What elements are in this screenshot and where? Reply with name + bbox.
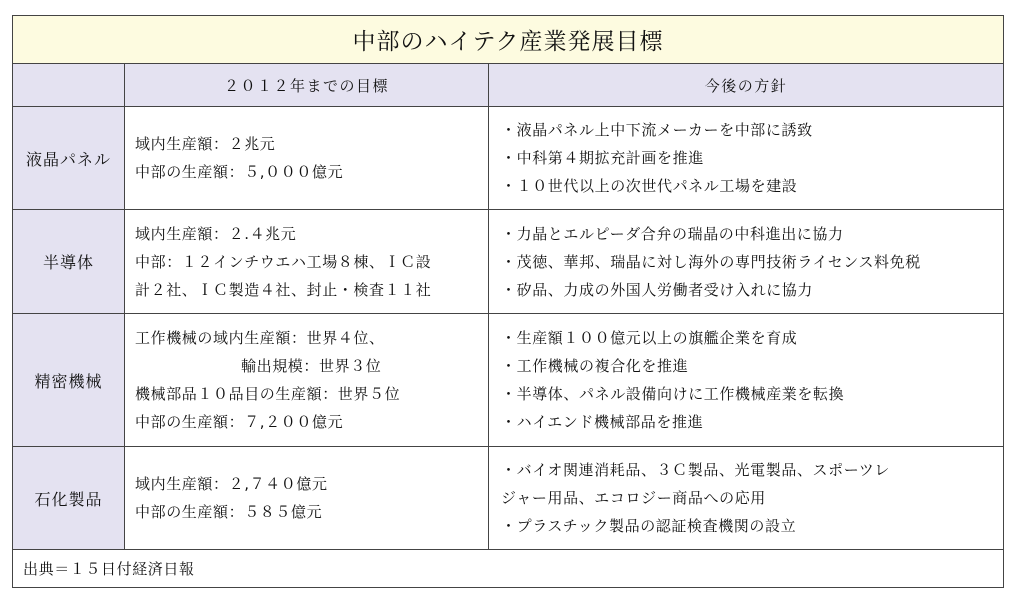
goal-line: 域内生産額：２,７４０億元	[135, 475, 328, 493]
policy-cell	[489, 107, 1004, 210]
policy-cell	[489, 314, 1004, 447]
table-title: 中部のハイテク産業発展目標	[13, 16, 1004, 64]
goal-line: 機械部品１０品目の生産額：世界５位	[135, 385, 401, 403]
goal-line: 域内生産額：２.４兆元	[135, 224, 297, 243]
policy-line: ・中科第４期拡充計画を推進	[501, 149, 704, 167]
policy-line: ・液晶パネル上中下流メーカーを中部に誘致	[501, 121, 813, 139]
goal-line: 中部の生産額：７,２００億元	[135, 413, 344, 431]
header-policy: 今後の方針	[489, 64, 1004, 107]
policy-cell	[489, 210, 1004, 314]
policy-line: ・力晶とエルピーダ合弁の瑞晶の中科進出に協力	[501, 224, 844, 243]
policy-line: ・生産額１００億元以上の旗艦企業を育成	[501, 329, 798, 347]
policy-line: ・１０世代以上の次世代パネル工場を建設	[501, 177, 798, 195]
table-row	[13, 107, 1004, 210]
policy-line: ・半導体、パネル設備向けに工作機械産業を転換	[501, 385, 845, 403]
policy-cell	[489, 447, 1004, 550]
policy-line: ・茂徳、華邦、瑞晶に対し海外の専門技術ライセンス料免税	[501, 252, 921, 271]
header-blank	[13, 64, 125, 107]
policy-line: ・プラスチック製品の認証検査機関の設立	[501, 517, 797, 535]
policy-line: ジャー用品、エコロジー商品への応用	[501, 489, 766, 507]
policy-line: ・矽品、力成の外国人労働者受け入れに協力	[501, 280, 814, 299]
hightech-goals-table	[12, 15, 1004, 588]
goal-line: 中部の生産額：５８５億元	[135, 503, 323, 521]
goal-cell	[125, 314, 489, 447]
source-note: 出典＝１５日付経済日報	[13, 550, 1004, 588]
header-goal: ２０１２年までの目標	[125, 64, 489, 107]
goal-line: 計２社、ＩＣ製造４社、封止・検査１１社	[135, 280, 432, 299]
sector-label: 半導体	[13, 210, 125, 314]
sector-label: 石化製品	[13, 447, 125, 550]
goal-line: 工作機械の域内生産額：世界４位、	[135, 329, 385, 347]
table-row	[13, 314, 1004, 447]
goal-line: 輸出規模：世界３位	[241, 357, 382, 375]
goal-line: 中部：１２インチウエハ工場８棟、ＩＣ設	[135, 252, 432, 271]
goal-line: 中部の生産額：５,０００億元	[135, 163, 344, 181]
goal-line: 域内生産額：２兆元	[135, 135, 276, 153]
goal-cell	[125, 210, 489, 314]
goal-cell	[125, 107, 489, 210]
table-row	[13, 447, 1004, 550]
table-row	[13, 210, 1004, 314]
goal-cell	[125, 447, 489, 550]
policy-line: ・工作機械の複合化を推進	[501, 357, 689, 375]
sector-label: 液晶パネル	[13, 107, 125, 210]
sector-label: 精密機械	[13, 314, 125, 447]
policy-line: ・バイオ関連消耗品、３Ｃ製品、光電製品、スポーツレ	[501, 461, 890, 479]
policy-line: ・ハイエンド機械部品を推進	[501, 413, 704, 431]
